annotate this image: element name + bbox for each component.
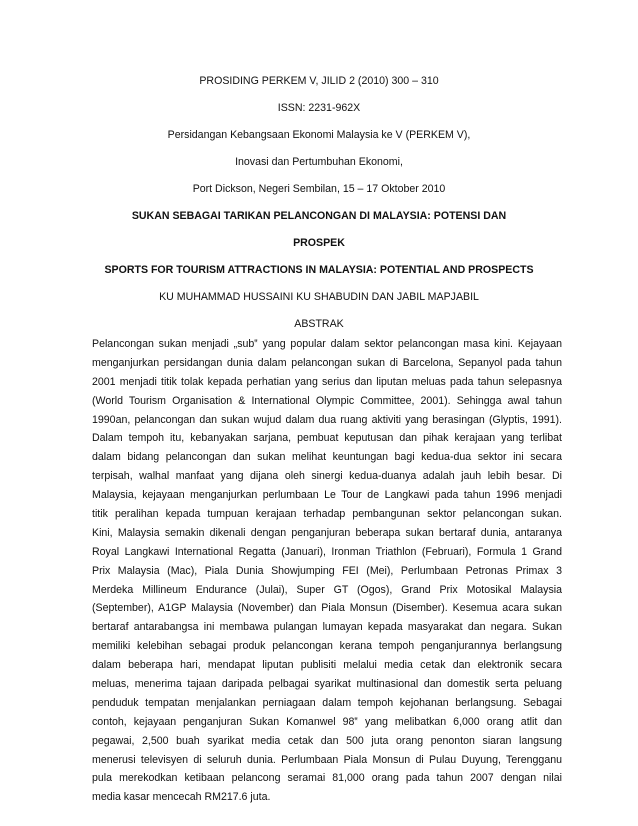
abstract-line: dalam bidang pelancongan dan sukan melihat keuntungan bagi kedua-dua sektor ini secara bbox=[92, 451, 562, 464]
authors-line: KU MUHAMMAD HUSSAINI KU SHABUDIN DAN JABIL MAPJABIL bbox=[159, 291, 479, 303]
abstract-line: terpisah, walhal manfaat yang dijana oleh sinergi kedua-duanya adalah jauh lebih besar. Di bbox=[92, 470, 562, 483]
abstract-line: media kasar mencecah RM217.6 juta. bbox=[92, 791, 271, 804]
abstract-line: Pelancongan sukan menjadi „sub‟ yang popular dalam sektor pelancongan masa kini. Kejayaan bbox=[92, 338, 562, 350]
abstract-line: (World Tourism Organisation & International Olympic Committee, 2001). Sehingga awal tahun bbox=[92, 394, 562, 407]
abstract-line: bertaraf antarabangsa ini membawa pulangan lumayan kepada masyarakat dan negara. Sukan bbox=[92, 621, 562, 634]
abstract-line: penduduk tempatan menjalankan perniagaan dalam tempoh kejohanan berlangsung. Sebagai bbox=[92, 696, 562, 709]
abstract-line: Malaysia, kejayaan menganjurkan perlumbaan Le Tour de Langkawi pada tahun 1996 menjadi bbox=[92, 489, 562, 502]
abstract-body bbox=[92, 335, 562, 807]
malay-title-line-1: SUKAN SEBAGAI TARIKAN PELANCONGAN DI MALAYSIA: POTENSI DAN bbox=[131, 210, 507, 222]
abstract-line: Dalam tempoh itu, kebanyakan sarjana, pembuat keputusan dan pihak kerajaan yang terlibat bbox=[92, 432, 562, 445]
malay-title-line-2: PROSPEK bbox=[293, 237, 345, 249]
abstract-heading: ABSTRAK bbox=[294, 318, 344, 330]
abstract-line: titik peralihan kepada tumpuan kerajaan terhadap pembangunan sektor pelancongan sukan. bbox=[92, 508, 562, 521]
abstract-line: menerusi televisyen di seluruh dunia. Perlumbaan Piala Monsun di Pulau Duyung, Terengganu bbox=[92, 753, 562, 766]
location-line: Port Dickson, Negeri Sembilan, 15 – 17 Oktober 2010 bbox=[192, 183, 446, 195]
abstract-line: dalam beberapa hari, mendapat liputan publisiti melalui media cetak dan elektronik secara bbox=[92, 659, 562, 672]
abstract-line: meluas, menerima tajaan daripada pelbagai syarikat multinasional dan domestik serta peluang bbox=[92, 678, 562, 691]
abstract-line: pula merekodkan ketibaan pelancong seramai 81,000 orang pada tahun 2007 dengan nilai bbox=[92, 772, 562, 785]
abstract-line: memiliki kelebihan sebagai produk pelancongan kerana tempoh penganjurannya berlangsung bbox=[92, 640, 562, 653]
journal-line: PROSIDING PERKEM V, JILID 2 (2010) 300 – 310 bbox=[199, 75, 439, 87]
abstract-line: 2001 menjadi titik tolak kepada perhatian yang serius dan liputan meluas pada tahun selepasnya bbox=[92, 375, 562, 388]
conference-line: Persidangan Kebangsaan Ekonomi Malaysia ke V (PERKEM V), bbox=[167, 129, 471, 141]
abstract-line: (September), A1GP Malaysia (November) dan Piala Monsun (Disember). Kesemua acara sukan bbox=[92, 602, 562, 615]
abstract-line: Royal Langkawi International Regatta (Januari), Ironman Triathlon (Februari), Formula 1 Grand bbox=[92, 545, 562, 558]
abstract-line: pegawai, 2,500 buah syarikat media cetak dan 500 juta orang penonton siaran langsung bbox=[92, 734, 562, 747]
abstract-line: Prix Malaysia (Mac), Piala Dunia Showjumping FEI (Mei), Perlumbaan Petronas Primax 3 bbox=[92, 564, 562, 577]
english-title: SPORTS FOR TOURISM ATTRACTIONS IN MALAYSIA: POTENTIAL AND PROSPECTS bbox=[104, 264, 534, 276]
abstract-line: Kini, Malaysia semakin dikenali dengan penganjuran beberapa sukan bertaraf dunia, antaranya bbox=[92, 526, 562, 539]
abstract-line: 1990an, pelancongan dan sukan wujud dalam dua ruang aktiviti yang berasingan (Glyptis, 1991). bbox=[92, 413, 562, 426]
abstract-line: Merdeka Millineum Endurance (Julai), Super GT (Ogos), Grand Prix Motosikal Malaysia bbox=[92, 583, 562, 596]
issn-line: ISSN: 2231-962X bbox=[277, 102, 361, 114]
abstract-line: contoh, kejayaan penganjuran Sukan Komanwel 98‟ yang melibatkan 6,000 orang atlit dan bbox=[92, 715, 562, 728]
theme-line: Inovasi dan Pertumbuhan Ekonomi, bbox=[235, 156, 403, 168]
abstract-line: menganjurkan persidangan dunia dalam pelancongan sukan di Barcelona, Sepanyol pada tahun bbox=[92, 356, 562, 369]
